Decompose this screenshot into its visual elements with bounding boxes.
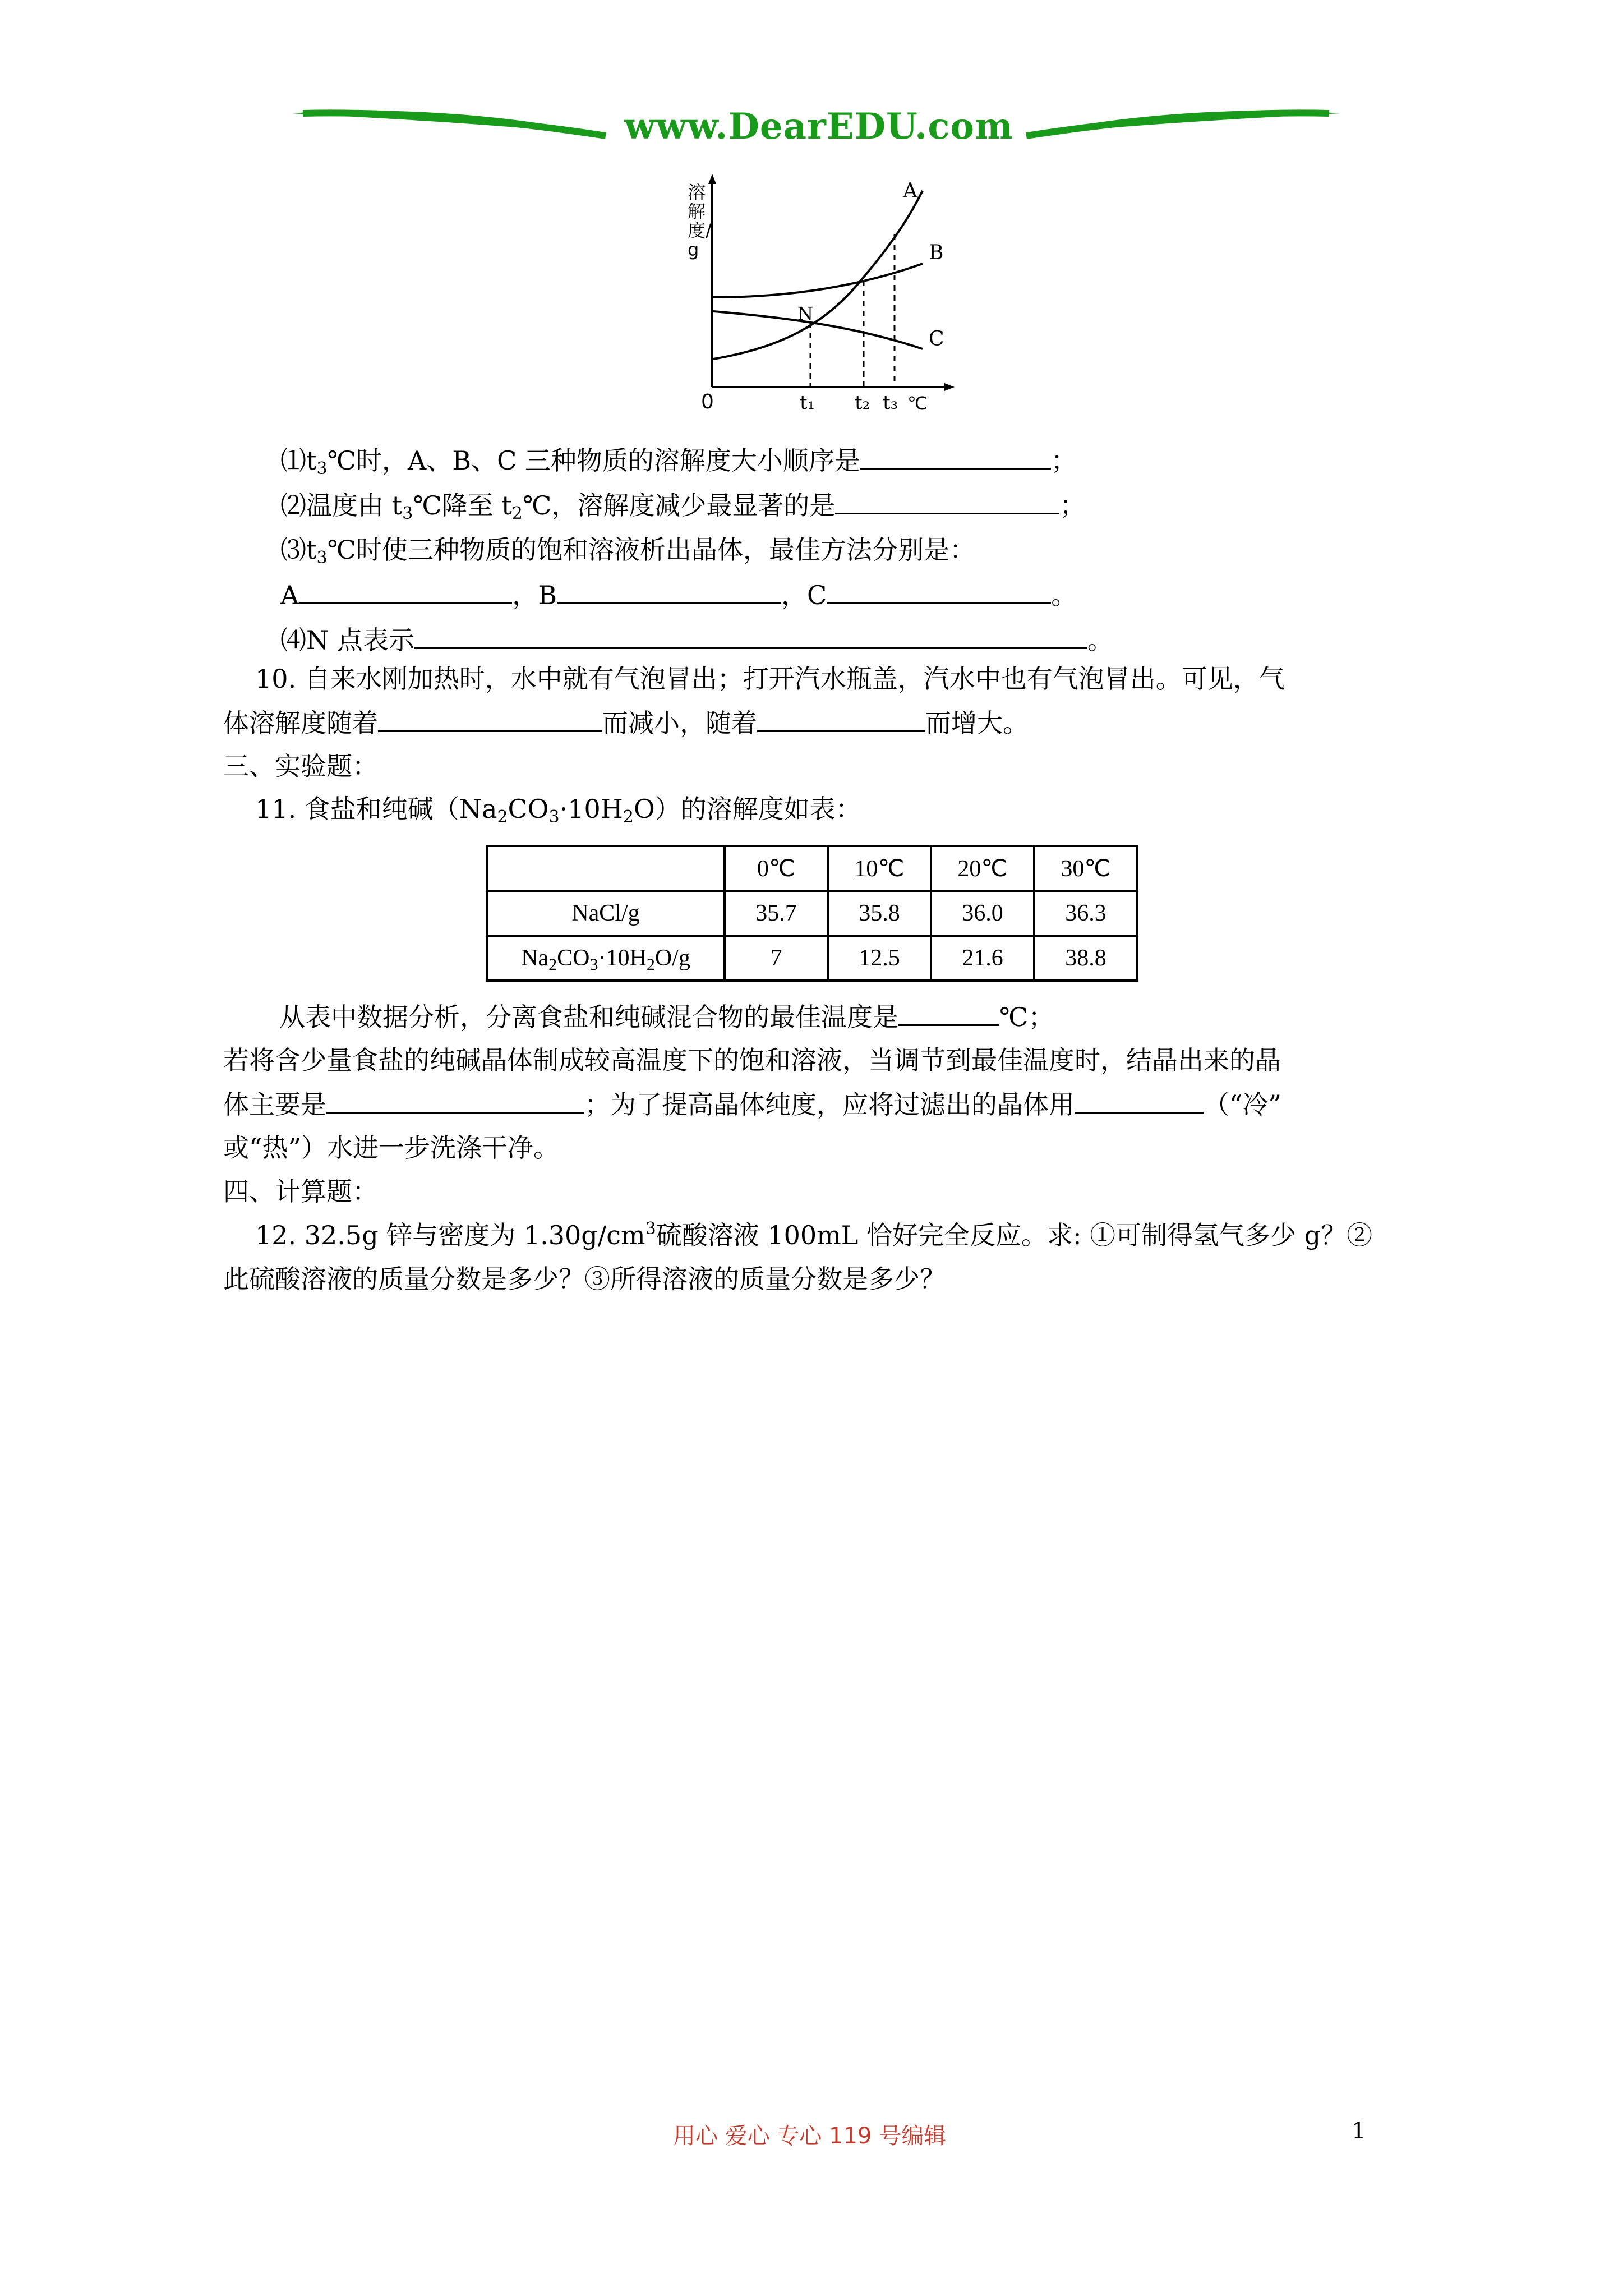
answer-blank-11-3[interactable] — [1075, 1087, 1204, 1114]
section-4-heading: 四、计算题： — [223, 1176, 378, 1207]
table-header-row — [487, 846, 1137, 891]
table-cell: 36.0 — [931, 891, 1034, 936]
y-axis-arrow — [708, 174, 716, 184]
table-row-na2co3 — [487, 936, 1137, 981]
answer-blank-10-2[interactable] — [757, 706, 925, 732]
row-label-na2co3: $Na_2CO_3\cdot 10H_2O/g$ — [487, 936, 725, 981]
answer-blank-9-3b[interactable] — [557, 578, 781, 604]
x-axis-arrow — [944, 383, 955, 391]
curve-b — [713, 264, 923, 297]
row-label-nacl: NaCl/g — [487, 891, 725, 936]
label-n: N — [797, 303, 813, 324]
origin-label: 0 — [701, 390, 714, 413]
table-cell: 35.8 — [828, 891, 931, 936]
table-cell: 35.7 — [725, 891, 828, 936]
q9-part3: $⑶t_3℃$时使三种物质的饱和溶液析出晶体，最佳方法分别是： — [280, 535, 976, 568]
section-3-heading: 三、实验题： — [223, 751, 378, 781]
answer-blank-11-1[interactable] — [898, 1000, 999, 1026]
answer-blank-11-2[interactable] — [326, 1087, 584, 1114]
table-header-10c: 10℃ — [828, 846, 931, 891]
table-cell: 38.8 — [1034, 936, 1137, 981]
table-cell: 12.5 — [828, 936, 931, 981]
q11-line2: 若将含少量食盐的纯碱晶体制成较高温度下的饱和溶液，当调节到最佳温度时，结晶出来的晶 — [223, 1045, 1281, 1075]
q10-line2: 体溶解度随着 而减小，随着 而增大。 — [223, 706, 1029, 740]
q11-intro: 11. 食盐和纯碱$(Na_2CO_3\cdot 10H_2O)$的溶解度如表： — [255, 794, 861, 827]
tick-t1: t₁ — [800, 392, 815, 414]
q9-part3-answers: A ，B ，C 。 — [280, 578, 1077, 612]
solubility-table — [486, 845, 1138, 982]
answer-blank-9-3a[interactable] — [299, 578, 512, 604]
answer-blank-9-2[interactable] — [835, 488, 1059, 514]
table-row-nacl — [487, 891, 1137, 936]
footer-text: 用心 爱心 专心 119 号编辑 — [673, 2123, 947, 2149]
y-axis-label: 溶解度/g — [688, 182, 712, 260]
tick-t2: t₂ — [855, 392, 870, 414]
label-a: A — [903, 180, 917, 203]
q10-line1: 10. 自来水刚加热时，水中就有气泡冒出；打开汽水瓶盖，汽水中也有气泡冒出。可见，气 — [255, 664, 1285, 694]
q12-line2: 此硫酸溶液的质量分数是多少？③所得溶液的质量分数是多少？ — [223, 1264, 946, 1294]
site-name[interactable]: www.DearEDU.com — [624, 105, 1013, 148]
table-header-30c: 30℃ — [1034, 846, 1137, 891]
answer-blank-9-4[interactable] — [414, 623, 1087, 649]
answer-blank-10-1[interactable] — [378, 706, 602, 732]
page-number: 1 — [1352, 2118, 1366, 2144]
q12-line1: 12. 32.5g 锌与密度为 $1.30g/cm^3$硫酸溶液 100mL 恰好完全反应。求: ①可制得氢气多少 g？② — [255, 1219, 1373, 1250]
q11-line3: 体主要是 ；为了提高晶体纯度，应将过滤出的晶体用 （“冷” — [223, 1087, 1281, 1121]
tick-t3: t₃ — [883, 392, 898, 414]
solubility-graph — [667, 168, 965, 426]
table-header-20c: 20℃ — [931, 846, 1034, 891]
solubility-figure — [667, 168, 965, 426]
header-banner — [292, 101, 1340, 157]
answer-blank-9-3c[interactable] — [827, 578, 1051, 604]
q9-part1: $⑴t_3℃$时，A、B、C 三种物质的溶解度大小顺序是 ； — [280, 443, 1077, 477]
x-unit: ℃ — [907, 393, 928, 414]
q9-part4: ⑷N 点表示 。 — [280, 623, 1113, 657]
curve-c — [713, 311, 923, 349]
answer-blank-9-1[interactable] — [860, 443, 1051, 470]
label-b: B — [929, 241, 944, 264]
q11-line1: 从表中数据分析，分离食盐和纯碱混合物的最佳温度是 ℃； — [279, 1000, 1054, 1034]
banner-swoosh-left — [292, 101, 628, 157]
q11-line4: 或“热”）水进一步洗涤干净。 — [223, 1133, 560, 1163]
q9-part2: ⑵温度由 $t_3℃$降至 $t_2℃$，溶解度减少最显著的是 ； — [280, 488, 1085, 522]
table-corner-cell — [487, 846, 725, 891]
table-cell: 36.3 — [1034, 891, 1137, 936]
banner-swoosh-right — [1004, 101, 1340, 157]
table-header-0c: 0℃ — [725, 846, 828, 891]
table-cell: 7 — [725, 936, 828, 981]
table-cell: 21.6 — [931, 936, 1034, 981]
label-c: C — [929, 328, 944, 351]
